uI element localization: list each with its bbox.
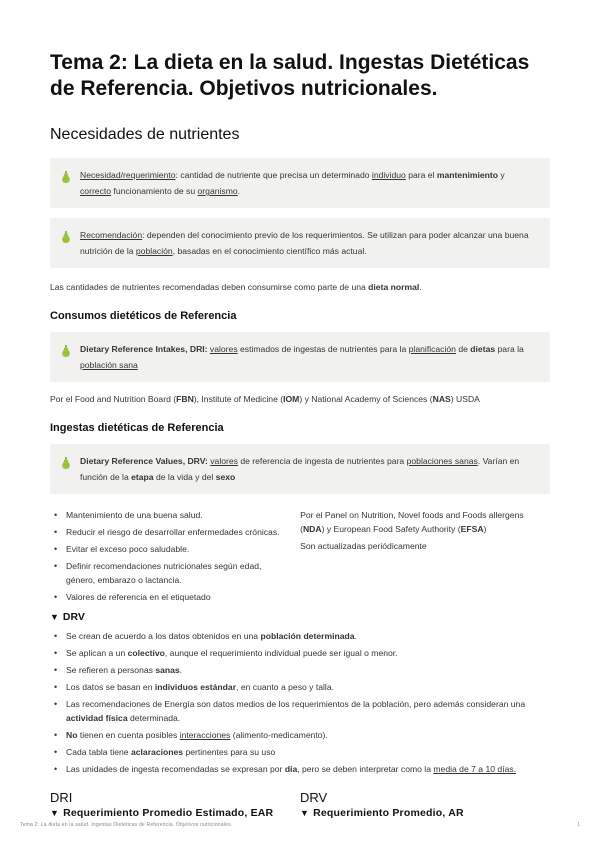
list-item: • Cada tabla tiene aclaraciones pertinentes para su uso — [50, 745, 550, 759]
section-heading-consumos: Consumos dietéticos de Referencia — [50, 310, 237, 322]
pear-icon — [60, 456, 72, 470]
list-item: • Definir recomendaciones nutricionales según edad, género, embarazo o lactancia. — [50, 559, 290, 587]
drv-column — [300, 790, 550, 819]
callout-dri: Dietary Reference Intakes, DRI: valores estimados de ingestas de nutrientes para la planificación de dietas para la población sana — [50, 332, 550, 382]
drv-toggle[interactable] — [50, 611, 550, 623]
page-footer: Tema 2: La dieta en la salud. Ingestas Dietéticas de Referencia. Objetivos nutricionales. — [20, 822, 233, 828]
paragraph-fbn: Por el Food and Nutrition Board (FBN), Institute of Medicine (IOM) y National Academy of Sciences (NAS) USDA — [50, 394, 480, 404]
list-item: • Reducir el riesgo de desarrollar enfermedades crónicas. — [50, 525, 290, 539]
ear-toggle[interactable]: ▼ Requerimiento Promedio Estimado, EAR — [50, 807, 274, 819]
triangle-down-icon: ▼ — [50, 612, 59, 622]
callout-drv: Dietary Reference Values, DRV: valores de referencia de ingesta de nutrientes para poblaciones sanas. Varían en función de la etapa de la vida y del sexo — [50, 444, 550, 494]
drv-purposes-list — [50, 508, 290, 604]
list-item: • Los datos se basan en individuos estándar, en cuanto a peso y talla. — [50, 680, 550, 694]
drv-heading: DRV — [300, 790, 328, 805]
dri-drv-columns — [50, 790, 550, 819]
drv-details-list — [50, 629, 550, 776]
dri-column — [50, 790, 300, 819]
paragraph-efsa: Por el Panel on Nutrition, Novel foods and Foods allergens (NDA) y European Food Safety Authority (EFSA) — [300, 510, 524, 534]
ar-toggle[interactable]: ▼ Requerimiento Promedio, AR — [300, 807, 464, 819]
triangle-down-icon: ▼ — [300, 808, 310, 818]
pear-icon — [60, 170, 72, 184]
list-item: • Mantenimiento de una buena salud. — [50, 508, 290, 522]
list-item: • Se refieren a personas sanas. — [50, 663, 550, 677]
list-item: • No tienen en cuenta posibles interacciones (alimento-medicamento). — [50, 728, 550, 742]
dri-heading: DRI — [50, 790, 73, 805]
term-recomendacion: Recomendación — [80, 230, 143, 240]
section-heading-ingestas: Ingestas dietéticas de Referencia — [50, 422, 224, 434]
paragraph-actualizadas: Son actualizadas periódicamente — [300, 541, 427, 551]
section-heading-necesidades: Necesidades de nutrientes — [50, 126, 240, 143]
drv-toggle-label: DRV — [62, 611, 85, 623]
callout-recomendacion: Recomendación: dependen del conocimiento previo de los requerimientos. Se utilizan para poder alcanzar una buena nutrición de la población, basadas en el conocimiento científico más actual. — [50, 218, 550, 268]
paragraph-dieta-normal: Las cantidades de nutrientes recomendadas deben consumirse como parte de una dieta normal. — [50, 282, 422, 292]
list-item: • Se aplican a un colectivo, aunque el requerimiento individual puede ser igual o menor. — [50, 646, 550, 660]
term-necesidad: Necesidad/requerimiento — [80, 170, 176, 180]
drv-purposes-column — [50, 508, 290, 607]
page-number: 1 — [577, 822, 580, 828]
list-item: • Se crean de acuerdo a los datos obtenidos en una población determinada. — [50, 629, 550, 643]
page-title: Tema 2: La dieta en la salud. Ingestas Dietéticas de Referencia. Objetivos nutricionales. — [50, 51, 530, 100]
list-item: • Las unidades de ingesta recomendadas se expresan por día, pero se deben interpretar como la media de 7 a 10 días. — [50, 762, 550, 776]
triangle-down-icon: ▼ — [50, 808, 60, 818]
two-column-block — [50, 508, 550, 607]
callout-necesidad: Necesidad/requerimiento: cantidad de nutriente que precisa un determinado individuo para el mantenimiento y correcto funcionamiento de su organismo. — [50, 158, 550, 208]
efsa-column — [290, 508, 550, 607]
pear-icon — [60, 230, 72, 244]
list-item: • Las recomendaciones de Energía son datos medios de los requerimientos de la población, pero además consideran una actividad física determinada. — [50, 697, 550, 725]
list-item: • Evitar el exceso poco saludable. — [50, 542, 290, 556]
page-content — [50, 50, 550, 819]
pear-icon — [60, 344, 72, 358]
list-item: • Valores de referencia en el etiquetado — [50, 590, 290, 604]
